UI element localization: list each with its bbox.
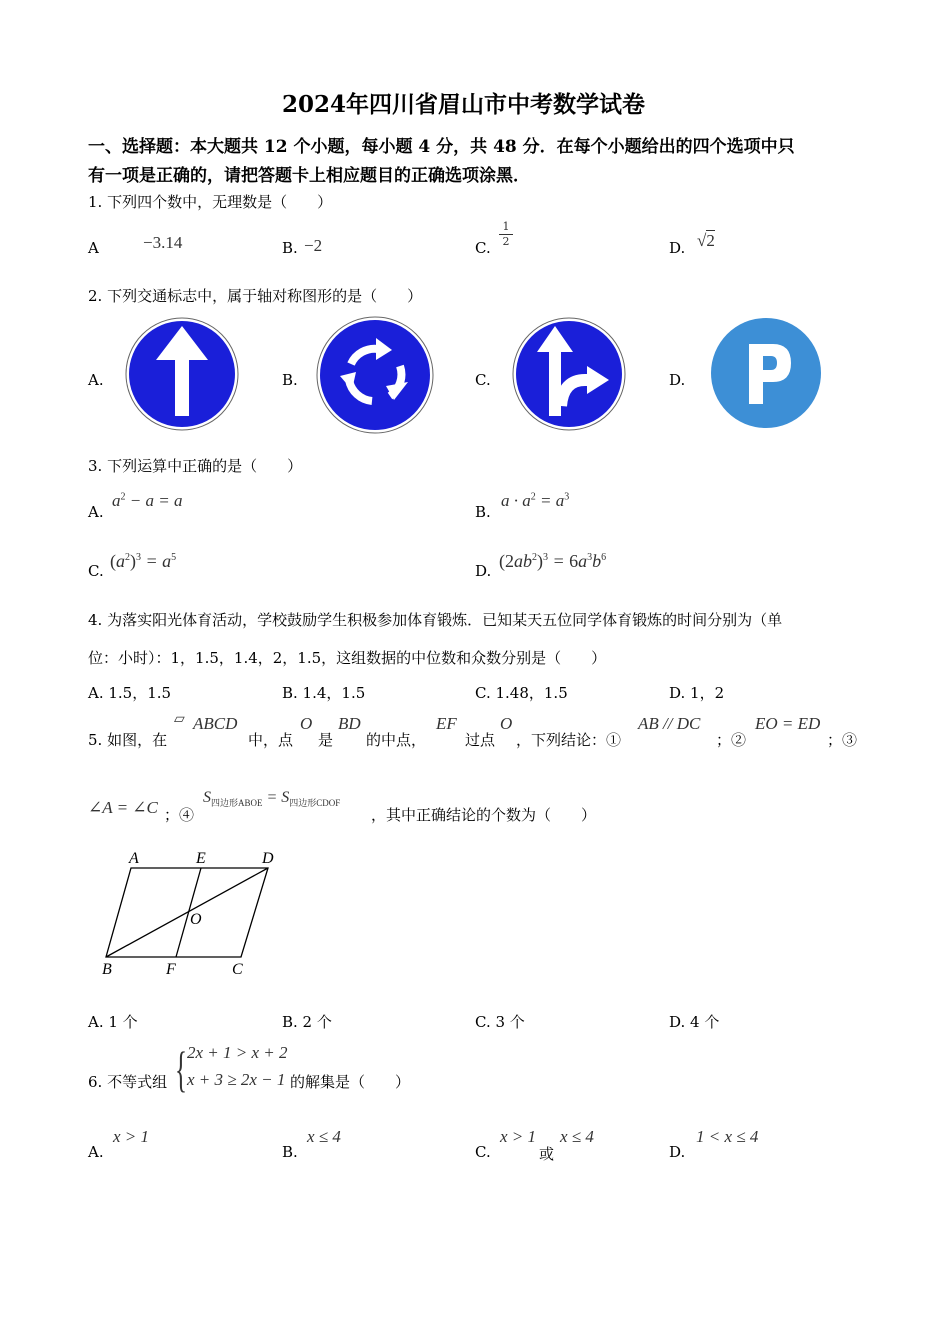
q6-option-a-label: A. (88, 1143, 104, 1161)
q1-option-b-value: −2 (304, 236, 323, 255)
q4-stem-line2: 位：小时）：1，1.5，1.4，2，1.5，这组数据的中位数和众数分别是（ ） (88, 649, 607, 667)
q4-stem-line1: 4. 为落实阳光体育活动，学校鼓励学生积极参加体育锻炼．已知某天五位同学体育锻炼的时间分别为（单 (88, 611, 783, 629)
q5-text-9: ；④ (164, 806, 195, 824)
q4-option-b: B. 1.4，1.5 (282, 684, 366, 702)
q5-math-ef: EF (436, 714, 457, 733)
q1-stem: 1. 下列四个数中，无理数是（ ） (88, 193, 333, 211)
q1-option-a-value: −3.14 (143, 233, 183, 252)
q3-option-d-label: D. (475, 562, 492, 580)
q1-option-c-fraction (499, 221, 513, 248)
q6-option-c-value-1: x > 1 (500, 1127, 537, 1146)
parallelogram-icon: ▱ (174, 712, 185, 727)
q6-option-a-value: x > 1 (113, 1127, 150, 1146)
q2-option-c-label: C. (475, 371, 491, 389)
sqrt-icon: √ (697, 231, 707, 250)
q6-option-d-value: 1 < x ≤ 4 (696, 1127, 759, 1146)
q1-option-a-label: A (88, 239, 99, 257)
section-heading-line2: 有一项是正确的，请把答题卡上相应题目的正确选项涂黑． (88, 166, 530, 186)
q6-option-c-or: 或 (539, 1145, 555, 1163)
q1-option-d-label: D. (669, 239, 686, 257)
q5-math-abcd: ABCD (193, 714, 238, 733)
q6-option-c-value-2: x ≤ 4 (560, 1127, 594, 1146)
page-title: 2024年四川省眉山市中考数学试卷 (282, 91, 646, 118)
q5-area-equation: $S_{四边形ABOE} = S_{四边形CDOF}$ (203, 789, 341, 809)
q6-system-line1: 2x + 1 > x + 2 (187, 1043, 288, 1062)
vertex-a-label: A (129, 850, 139, 867)
q5-text-5: 过点 (465, 731, 496, 749)
q2-option-d-label: D. (669, 371, 686, 389)
q5-text-10: ，其中正确结论的个数为（ ） (371, 806, 597, 824)
q5-math-eo-ed: EO = ED (755, 714, 821, 733)
point-f-label: F (166, 961, 176, 978)
point-e-label: E (196, 850, 206, 867)
q6-option-d-label: D. (669, 1143, 686, 1161)
brace-icon: { (175, 1041, 187, 1097)
q5-text-3: 是 (318, 731, 334, 749)
q6-text-1: 6. 不等式组 (88, 1073, 168, 1091)
vertex-d-label: D (262, 850, 274, 867)
q5-math-o: O (300, 714, 313, 733)
q6-option-b-label: B. (282, 1143, 298, 1161)
q1-option-b-label: B. (282, 239, 298, 257)
vertex-c-label: C (232, 961, 243, 978)
q5-option-d: D. 4 个 (669, 1013, 720, 1031)
parking-sign-icon (709, 316, 823, 430)
fraction-denominator: 2 (502, 235, 510, 248)
q3-option-c-expr: $(a^2)^3 = a^5$ (110, 551, 177, 571)
vertex-b-label: B (102, 961, 112, 978)
q4-option-a: A. 1.5，1.5 (88, 684, 172, 702)
straight-or-right-sign-icon (511, 316, 627, 432)
q4-option-c: C. 1.48，1.5 (475, 684, 568, 702)
q4-option-d: D. 1，2 (669, 684, 725, 702)
q3-option-b-expr: $a \cdot a^2 = a^3$ (501, 491, 570, 510)
q3-option-a-expr: $a^2 - a = a$ (112, 491, 183, 510)
q5-text-1: 5. 如图，在 (88, 731, 168, 749)
section-heading-line1: 一、选择题：本大题共 12 个小题，每小题 4 分，共 48 分．在每个小题给出的四个选项中只 (88, 137, 795, 157)
q2-stem: 2. 下列交通标志中，属于轴对称图形的是（ ） (88, 287, 423, 305)
q5-option-c: C. 3 个 (475, 1013, 525, 1031)
q5-parallelogram-figure (100, 846, 290, 985)
q6-option-c-label: C. (475, 1143, 491, 1161)
straight-ahead-sign-icon (124, 316, 240, 432)
q5-text-8: ；③ (827, 731, 858, 749)
q5-math-bd: BD (338, 714, 361, 733)
q3-option-b-label: B. (475, 503, 491, 521)
q5-math-angle: ∠A = ∠C (88, 798, 158, 817)
fraction-numerator: 1 (502, 220, 510, 233)
q5-option-a: A. 1 个 (88, 1013, 138, 1031)
q5-text-2: 中，点 (248, 731, 294, 749)
q5-option-b: B. 2 个 (282, 1013, 332, 1031)
q3-stem: 3. 下列运算中正确的是（ ） (88, 457, 303, 475)
q5-text-6: ，下列结论：① (516, 731, 622, 749)
q6-option-b-value: x ≤ 4 (307, 1127, 341, 1146)
q6-system-line2: x + 3 ≥ 2x − 1 (187, 1070, 286, 1089)
q2-option-a-label: A. (88, 371, 104, 389)
q1-option-c-label: C. (475, 239, 491, 257)
q5-text-4: 的中点， (366, 731, 427, 749)
q2-option-b-label: B. (282, 371, 298, 389)
q5-math-ab-parallel-dc: AB // DC (638, 714, 701, 733)
point-o-label: O (190, 911, 202, 928)
q3-option-d-expr: $(2ab^2)^3 = 6a^3b^6$ (499, 551, 607, 571)
q6-text-2: 的解集是（ ） (290, 1073, 411, 1091)
roundabout-sign-icon (316, 316, 434, 434)
q3-option-c-label: C. (88, 562, 104, 580)
q5-text-7: ；② (716, 731, 747, 749)
q3-option-a-label: A. (88, 503, 104, 521)
q5-math-o2: O (500, 714, 513, 733)
q1-option-d-value: √2 (697, 231, 715, 250)
